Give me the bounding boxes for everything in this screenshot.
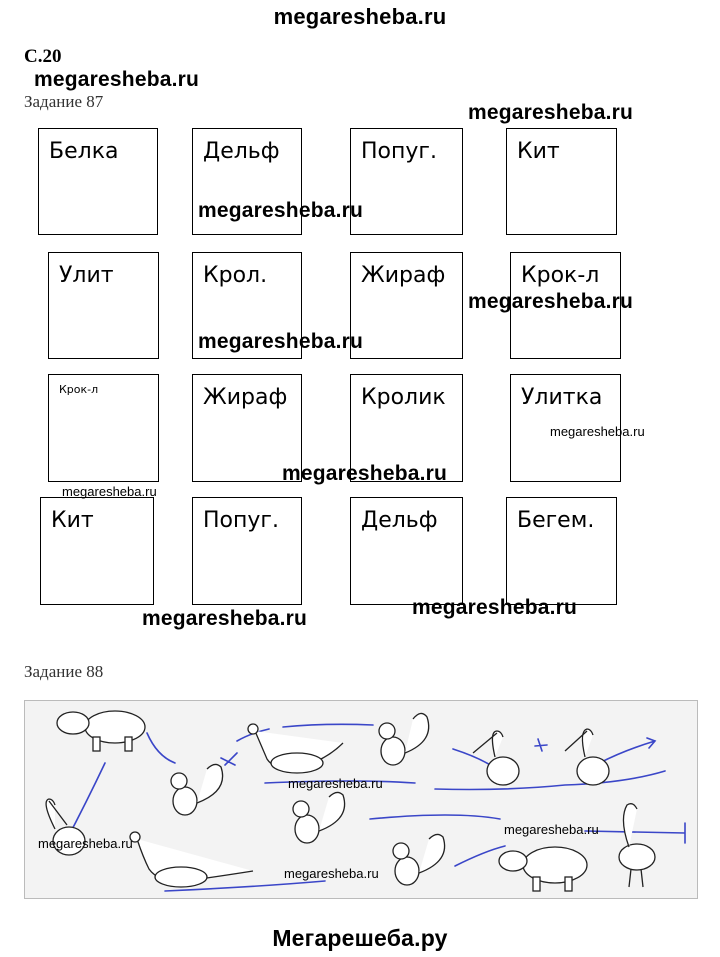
watermark: megaresheba.ru [38,836,133,851]
watermark: megaresheba.ru [142,607,308,630]
footer-site-title: Мегарешеба.ру [272,925,448,951]
word-card [40,497,154,605]
watermark: megaresheba.ru [468,290,634,313]
squirrel-icon [393,834,445,885]
watermark: megaresheba.ru [412,596,578,619]
word-card-label: Улит [59,263,114,288]
watermark: megaresheba.ru [550,424,645,439]
squirrel-icon [379,713,429,765]
word-card-label: Кит [51,508,94,533]
word-card-label: Крок-л [521,263,600,288]
word-card-label: Попуг. [361,139,437,164]
watermark: megaresheba.ru [468,101,634,124]
watermark: megaresheba.ru [198,199,364,222]
watermark: megaresheba.ru [284,866,379,881]
word-card [192,497,302,605]
word-card-label: Дельф [203,139,280,164]
hippo-icon [57,711,145,751]
word-card-label: Жираф [203,385,288,410]
word-card-label: Кит [517,139,560,164]
page-label: С.20 [24,46,62,67]
word-card-label: Жираф [361,263,446,288]
word-card [350,497,463,605]
word-card-label: Кролик [361,385,446,410]
word-card-label: Крок-л [59,383,99,396]
exercise-87-title: Задание 87 [24,92,104,111]
goose-icon [619,804,655,887]
word-card-label: Бегем. [517,508,595,533]
pelican-icon [565,729,609,785]
word-card-label: Улитка [521,385,603,410]
watermark: megaresheba.ru [282,462,448,485]
word-card [48,252,159,359]
word-card-label: Попуг. [203,508,279,533]
pelican-icon [473,731,519,785]
word-card [506,128,617,235]
watermark: megaresheba.ru [504,822,599,837]
word-card-label: Крол. [203,263,268,288]
watermark: megaresheba.ru [34,68,200,91]
hippo-icon [499,847,587,891]
animal-sketches [46,711,655,891]
word-card [48,374,159,482]
word-card [38,128,158,235]
word-card [350,252,463,359]
watermark: megaresheba.ru [288,776,383,791]
word-card-label: Белка [49,139,119,164]
squirrel-icon [293,792,345,843]
squirrel-icon [171,764,223,815]
header-site-title: megaresheba.ru [273,4,447,29]
watermark: megaresheba.ru [198,330,364,353]
watermark: megaresheba.ru [62,484,157,499]
word-card-label: Дельф [361,508,438,533]
exercise-88-title: Задание 88 [24,662,104,681]
word-card [350,128,463,235]
dinosaur-icon [130,832,253,887]
word-card [506,497,617,605]
